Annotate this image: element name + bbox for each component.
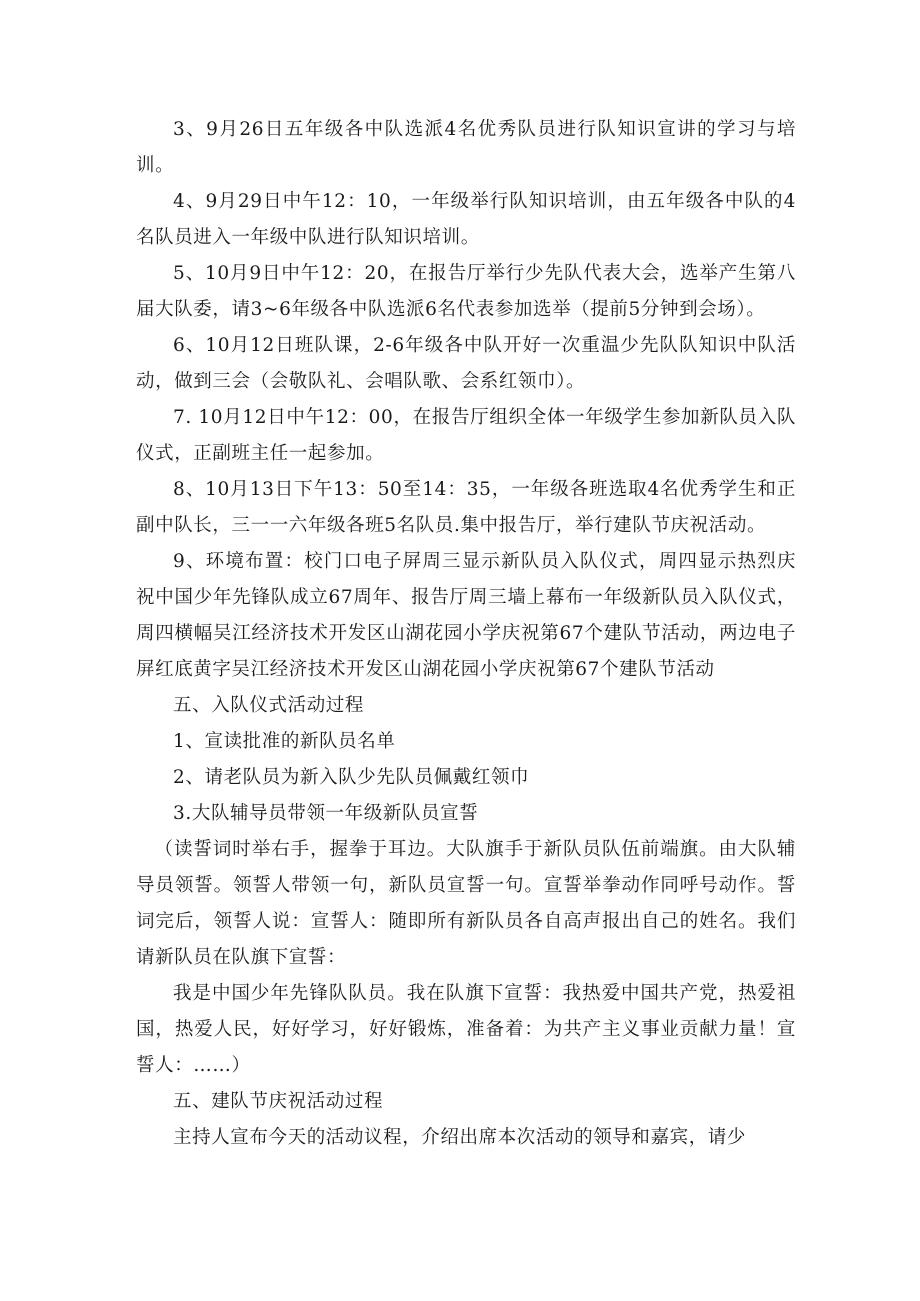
paragraph-item-4: 4、9月29日中午12：10，一年级举行队知识培训，由五年级各中队的4名队员进入一年级中队进行队知识培训。: [136, 191, 796, 248]
document-body: [136, 112, 796, 1156]
paragraph-item-8: 8、10月13日下午13：50至14：35，一年级各班选取4名优秀学生和正副中队长，三一一六年级各班5名队员.集中报告厅，举行建队节庆祝活动。: [136, 479, 796, 536]
section-heading-induction: 五、入队仪式活动过程: [173, 695, 365, 716]
paragraph-host-intro: 主持人宣布今天的活动议程，介绍出席本次活动的领导和嘉宾，请少: [173, 1127, 747, 1148]
paragraph-item-7: 7. 10月12日中午12：00，在报告厅组织全体一年级学生参加新队员入队仪式，正副班主任一起参加。: [136, 407, 796, 464]
list-item-oath-lead: 3.大队辅导员带领一年级新队员宣誓: [173, 803, 479, 824]
list-item-red-scarf: 2、请老队员为新入队少先队员佩戴红领巾: [173, 767, 530, 788]
oath-text: 我是中国少年先锋队队员。我在队旗下宣誓：我热爱中国共产党，热爱祖国，热爱人民，好好学习，好好锻炼，准备着：为共产主义事业贡献力量！宣誓人：……）: [136, 983, 796, 1076]
paragraph-item-6: 6、10月12日班队课，2-6年级各中队开好一次重温少先队队知识中队活动，做到三会（会敬队礼、会唱队歌、会系红领巾）。: [136, 335, 796, 392]
paragraph-item-3: 3、9月26日五年级各中队选派4名优秀队员进行队知识宣讲的学习与培训。: [136, 119, 796, 176]
oath-instructions: （读誓词时举右手，握拳于耳边。大队旗手于新队员队伍前端旗。由大队辅导员领誓。领誓人带领一句，新队员宣誓一句。宣誓举拳动作同呼号动作。誓词完后，领誓人说：宣誓人：随即所有新队员各自高声报出自己的姓名。我们请新队员在队旗下宣誓：: [136, 839, 796, 968]
section-heading-celebration: 五、建队节庆祝活动过程: [173, 1091, 384, 1112]
list-item-read-names: 1、宣读批准的新队员名单: [173, 731, 396, 752]
paragraph-item-9: 9、环境布置：校门口电子屏周三显示新队员入队仪式，周四显示热烈庆祝中国少年先锋队成立67周年、报告厅周三墙上幕布一年级新队员入队仪式，周四横幅吴江经济技术开发区山湖花园小学庆祝第67个建队节活动，两边电子屏红底黄字吴江经济技术开发区山湖花园小学庆祝第67个建队节活动: [136, 551, 796, 680]
paragraph-item-5: 5、10月9日中午12：20，在报告厅举行少先队代表大会，选举产生第八届大队委，请3~6年级各中队选派6名代表参加选举（提前5分钟到会场）。: [136, 263, 796, 320]
